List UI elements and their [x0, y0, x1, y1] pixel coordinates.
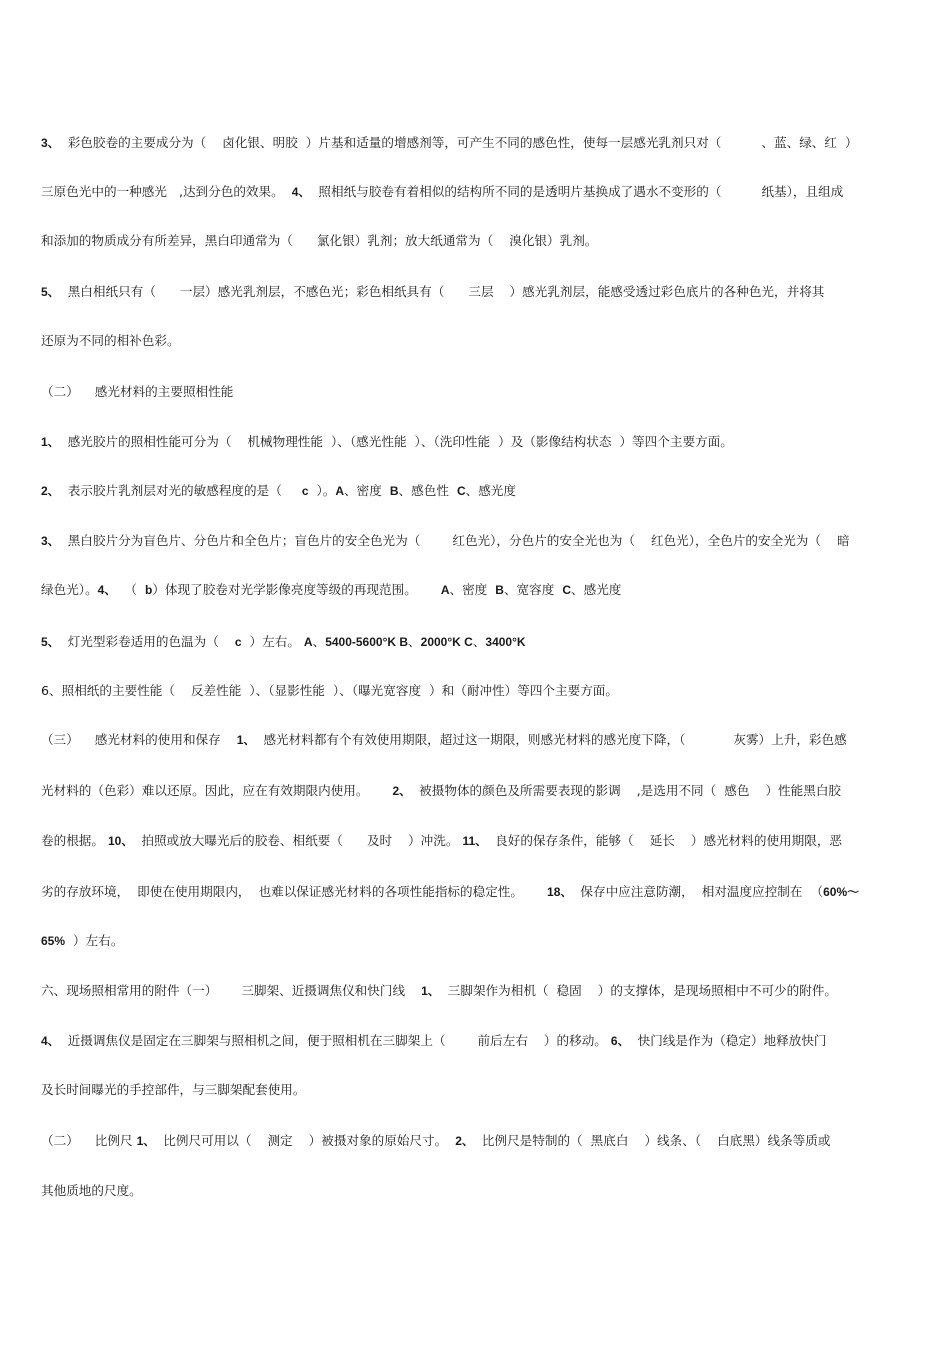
- text-segment: ）体现了胶卷对光学影像亮度等级的再现范围。: [152, 582, 441, 597]
- text-segment: 三脚架作为相机（ 稳固 ）的支撑体，是现场照相中不可少的附件。: [439, 983, 838, 998]
- text-segment: 被摄物体的颜色及所需要表现的影调 ,是选用不同（ 感色 ）性能黑白胶: [411, 783, 842, 798]
- text-segment: 比例尺可用以（ 测定 ）被摄对象的原始尺寸。: [155, 1133, 456, 1148]
- text-segment: （二） 感光材料的主要照相性能: [41, 384, 234, 399]
- text-segment: 、: [472, 634, 486, 649]
- option-letter: A: [303, 635, 313, 649]
- text-segment: （三） 感光材料的使用和保存: [41, 732, 237, 747]
- option-letter: C: [562, 583, 572, 597]
- text-segment: 绿色光）。: [41, 582, 98, 597]
- item-number: 2、: [392, 784, 412, 798]
- item-number: 4、: [291, 185, 311, 199]
- text-segment: 近摄调焦仪是固定在三脚架与照相机之间，便于照相机在三脚架上（ 前后左右 ）的移动。: [59, 1033, 611, 1048]
- text-segment: 良好的保存条件，能够（ 延长 ）感光材料的使用期限，恶: [487, 833, 843, 848]
- option-letter: B: [389, 484, 399, 498]
- item-number: 1、: [236, 733, 256, 747]
- text-line: [41, 482, 901, 500]
- option-letter: A: [440, 583, 450, 597]
- text-line: [41, 731, 901, 749]
- text-segment: 黑白相纸只有（ 一层）感光乳剂层，不感色光；彩色相纸具有（ 三层 ）感光乳剂层，能感受透过彩色底片的各种色光，并将其: [59, 284, 825, 299]
- text-segment: 彩色胶卷的主要成分为（ 卤化银、明胶 ）片基和适量的增感剂等，可产生不同的感色性，使每一层感光乳剂只对（ 、蓝、绿、红 ）: [59, 135, 858, 150]
- text-segment: 感光材料都有个有效使用期限，超过这一期限，则感光材料的感光度下降，（ 灰雾）上升，彩色感: [255, 732, 847, 747]
- text-line: [41, 1132, 901, 1150]
- text-line: [41, 932, 901, 950]
- text-segment: 、密度: [449, 582, 496, 597]
- text-segment: 黑白胶片分为盲色片、分色片和全色片；盲色片的安全色光为（ 红色光），分色片的安全光也为（ 红色光），全色片的安全光为（ 暗: [59, 533, 850, 548]
- text-line: [41, 433, 901, 451]
- item-number: 11、: [462, 834, 488, 848]
- text-segment: ）左右。: [65, 933, 124, 948]
- text-segment: 六、现场照相常用的附件（一） 三脚架、近摄调焦仪和快门线: [41, 983, 422, 998]
- text-segment: 、密度: [344, 483, 390, 498]
- text-line: [41, 832, 901, 850]
- text-line: [41, 1182, 901, 1200]
- text-segment: （二） 比例尺: [41, 1133, 137, 1148]
- answer-letter: c: [234, 635, 242, 649]
- text-line: [41, 782, 901, 800]
- text-segment: 、感光度: [465, 483, 516, 498]
- text-segment: ）。: [308, 483, 336, 498]
- text-segment: 和添加的物质成分有所差异，黑白印通常为（ 氯化银）乳剂；放大纸通常为（ 溴化银）乳剂。: [41, 233, 598, 248]
- section-heading: [41, 982, 901, 1000]
- text-segment: 照相纸与胶卷有着相似的结构所不同的是透明片基换成了遇水不变形的（ 纸基），且组成: [310, 184, 844, 199]
- text-segment: 拍照或放大曝光后的胶卷、相纸要（ 及时 ）冲洗。: [133, 833, 463, 848]
- answer-letter: b: [144, 583, 153, 597]
- text-segment: 三原色光中的一种感光 ,达到分色的效果。: [41, 184, 292, 199]
- item-number: 2、: [455, 1134, 474, 1148]
- text-segment: 保存中应注意防潮， 相对温度应控制在 （: [572, 884, 824, 899]
- text-segment: 表示胶片乳剂层对光的敏感程度的是（: [59, 483, 302, 498]
- humidity-value: 65%: [41, 934, 66, 948]
- option-letter: B: [495, 583, 504, 597]
- item-number: 1、: [136, 1134, 156, 1148]
- item-number: 5、: [41, 635, 60, 649]
- text-segment: ）左右。: [241, 634, 304, 649]
- item-number: 6、: [610, 1034, 630, 1048]
- answer-letter: c: [301, 484, 309, 498]
- text-line: [41, 581, 901, 599]
- text-line: [41, 283, 901, 301]
- text-line: [41, 633, 901, 651]
- item-number: 1、: [421, 984, 440, 998]
- text-segment: 、感光度: [571, 582, 622, 597]
- text-segment: 其他质地的尺度。: [41, 1183, 142, 1198]
- item-number: 5、: [41, 285, 60, 299]
- option-letter: A: [335, 484, 345, 498]
- item-number: 3、: [41, 136, 60, 150]
- text-line: [41, 332, 901, 350]
- text-segment: 光材料的（色彩）难以还原。因此，应在有效期限内使用。: [41, 783, 393, 798]
- item-number: 2、: [41, 484, 60, 498]
- text-segment: 、: [312, 634, 326, 649]
- text-line: [41, 134, 901, 152]
- text-segment: 及长时间曝光的手控部件，与三脚架配套使用。: [41, 1082, 306, 1097]
- humidity-value: 60%～: [823, 885, 860, 899]
- text-segment: （: [116, 582, 145, 597]
- item-number: 1、: [41, 435, 60, 449]
- text-segment: 劣的存放环境， 即使在使用期限内， 也难以保证感光材料的各项性能指标的稳定性。: [41, 884, 548, 899]
- text-segment: 灯光型彩卷适用的色温为（: [59, 634, 235, 649]
- text-segment: 、宽容度: [503, 582, 563, 597]
- item-number: 3、: [41, 534, 60, 548]
- option-value: 3400°K: [485, 635, 526, 649]
- text-line: [41, 532, 901, 550]
- item-number: 10、: [107, 834, 134, 848]
- option-value: 2000°K C: [420, 635, 473, 649]
- section-heading: [41, 383, 901, 401]
- text-segment: 还原为不同的相补色彩。: [41, 333, 180, 348]
- text-line: [41, 883, 901, 901]
- text-line: [41, 183, 901, 201]
- item-number: 4、: [41, 1034, 60, 1048]
- option-letter: C: [456, 484, 466, 498]
- text-line: [41, 1032, 901, 1050]
- text-segment: 卷的根据。: [41, 833, 108, 848]
- text-segment: 感光胶片的照相性能可分为（ 机械物理性能 ）、（感光性能 ）、（洗印性能 ）及（影像结构状态 ）等四个主要方面。: [59, 434, 733, 449]
- text-segment: 、感色性: [398, 483, 457, 498]
- text-segment: 、: [408, 634, 421, 649]
- text-segment: 比例尺是特制的（ 黑底白 ）线条、（ 白底黑）线条等质或: [473, 1133, 831, 1148]
- text-line: [41, 232, 901, 250]
- item-number: 18、: [547, 885, 573, 899]
- text-segment: 6、照相纸的主要性能（ 反差性能 ）、（显影性能 ）、（曝光宽容度 ）和（耐冲性）等四个主要方面。: [41, 683, 618, 698]
- text-line: [41, 1081, 901, 1099]
- item-number: 4、: [97, 583, 117, 597]
- text-segment: 快门线是作为（稳定）地释放快门: [629, 1033, 827, 1048]
- text-line: [41, 682, 901, 700]
- option-value: 5400-5600°K B: [325, 635, 409, 649]
